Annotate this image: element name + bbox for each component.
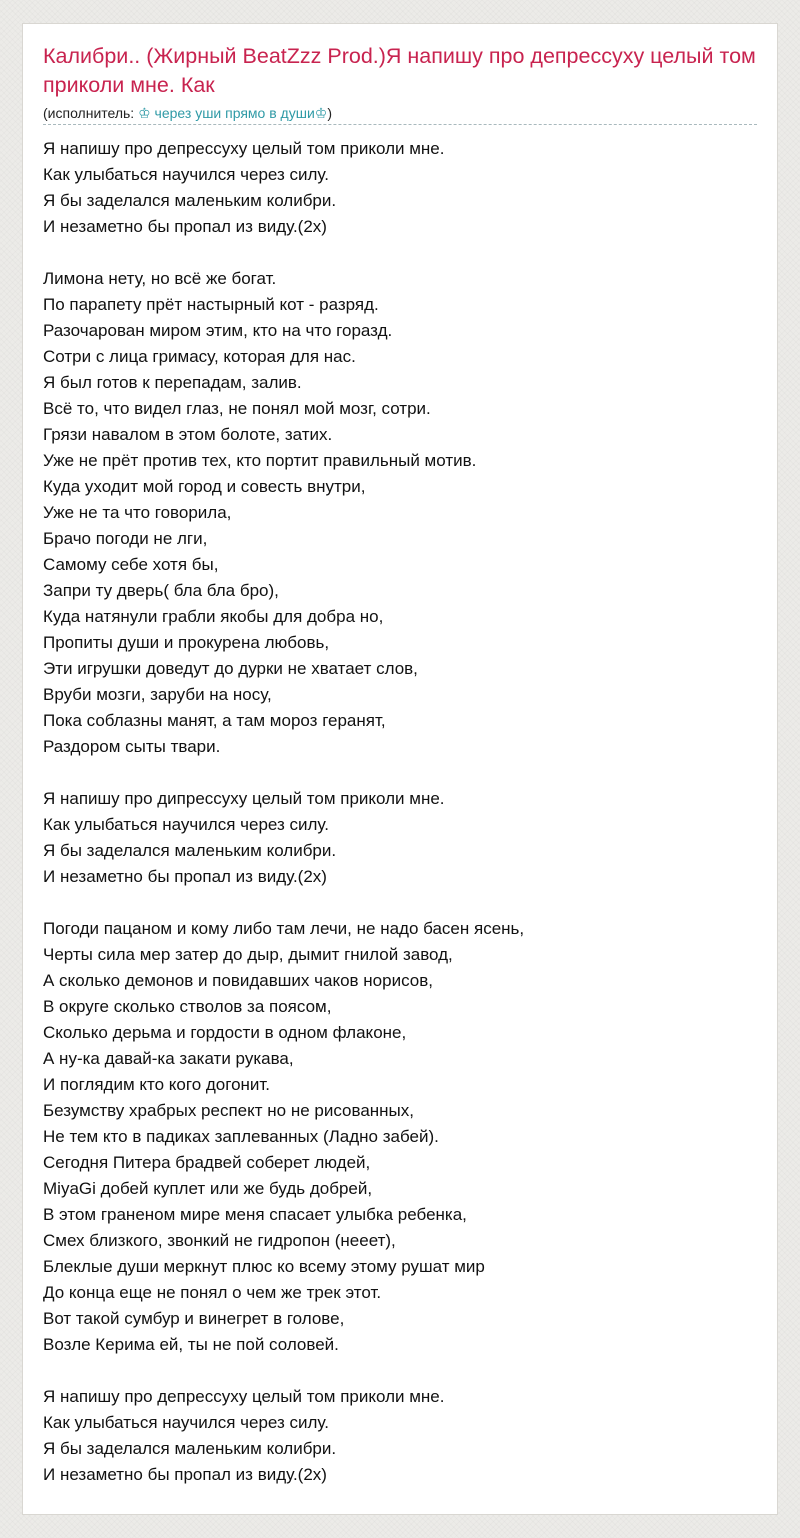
lyric-line: Возле Керима ей, ты не пой соловей. [43, 1335, 339, 1354]
lyric-line: Я напишу про депрессуху целый том приколи мне. [43, 1387, 445, 1406]
lyric-line: Брачо погоди не лги, [43, 529, 208, 548]
lyric-line: А ну-ка давай-ка закати рукава, [43, 1049, 294, 1068]
lyric-line: Вруби мозги, заруби на носу, [43, 685, 272, 704]
lyric-line: Сколько дерьма и гордости в одном флаконе, [43, 1023, 407, 1042]
lyric-line: Сегодня Питера брадвей соберет людей, [43, 1153, 371, 1172]
lyric-line: Я бы заделался маленьким колибри. [43, 1439, 337, 1458]
lyrics-text [43, 136, 763, 1488]
lyric-line: Вот такой сумбур и винегрет в голове, [43, 1309, 345, 1328]
lyric-line: Блеклые души меркнут плюс ко всему этому рушат мир [43, 1257, 485, 1276]
stanza-gap [43, 240, 763, 266]
lyric-line: Всё то, что видел глаз, не понял мой мозг, сотри. [43, 399, 431, 418]
performer-prefix: (исполнитель: [43, 105, 139, 121]
lyric-line: Как улыбаться научился через силу. [43, 1413, 329, 1432]
performer-suffix: ) [327, 105, 332, 121]
lyric-line: И незаметно бы пропал из виду.(2х) [43, 217, 327, 236]
performer-line [43, 104, 332, 122]
stanza [43, 266, 763, 760]
lyric-line: Я бы заделался маленьким колибри. [43, 841, 337, 860]
lyric-line: В этом граненом мире меня спасает улыбка ребенка, [43, 1205, 467, 1224]
lyric-line: MiyaGi добей куплет или же будь добрей, [43, 1179, 373, 1198]
lyric-line: Не тем кто в падиках заплеванных (Ладно забей). [43, 1127, 439, 1146]
stanza-gap [43, 890, 763, 916]
song-title: Калибри.. (Жирный BeatZzz Prod.)Я напишу про депрессуху целый том приколи мне. Как [43, 44, 756, 97]
lyric-line: До конца еще не понял о чем же трек этот. [43, 1283, 382, 1302]
lyric-line: И незаметно бы пропал из виду.(2х) [43, 867, 327, 886]
lyric-line: Погоди пацаном и кому либо там лечи, не надо басен ясень, [43, 919, 525, 938]
lyric-line: Эти игрушки доведут до дурки не хватает слов, [43, 659, 418, 678]
lyric-line: Как улыбаться научился через силу. [43, 165, 329, 184]
lyric-line: Я был готов к перепадам, залив. [43, 373, 302, 392]
lyric-line: Куда уходит мой город и совесть внутри, [43, 477, 366, 496]
lyric-line: Я напишу про дипрессуху целый том приколи мне. [43, 789, 445, 808]
stanza [43, 136, 763, 240]
lyric-line: И поглядим кто кого догонит. [43, 1075, 271, 1094]
lyric-line: И незаметно бы пропал из виду.(2х) [43, 1465, 327, 1484]
lyric-line: Безумству храбрых респект но не рисованных, [43, 1101, 414, 1120]
lyric-line: Смех близкого, звонкий не гидропон (нееет), [43, 1231, 396, 1250]
dashed-divider [43, 124, 757, 125]
stanza [43, 916, 763, 1358]
lyric-line: Запри ту дверь( бла бла бро), [43, 581, 279, 600]
performer-link[interactable]: ♔ через уши прямо в души♔ [138, 105, 328, 121]
lyric-line: Я напишу про депрессуху целый том приколи мне. [43, 139, 445, 158]
lyric-line: Я бы заделался маленьким колибри. [43, 191, 337, 210]
lyric-line: Куда натянули грабли якобы для добра но, [43, 607, 384, 626]
lyrics-card [22, 23, 778, 1515]
stanza-gap [43, 1358, 763, 1384]
stanza [43, 1384, 763, 1488]
lyric-line: В округе сколько стволов за поясом, [43, 997, 332, 1016]
lyric-line: Черты сила мер затер до дыр, дымит гнилой завод, [43, 945, 453, 964]
lyric-line: Уже не прёт против тех, кто портит правильный мотив. [43, 451, 477, 470]
lyric-line: Пропиты души и прокурена любовь, [43, 633, 330, 652]
lyric-line: Разочарован миром этим, кто на что горазд. [43, 321, 393, 340]
lyric-line: Пока соблазны манят, а там мороз геранят, [43, 711, 386, 730]
lyric-line: Раздором сыты твари. [43, 737, 221, 756]
stanza [43, 786, 763, 890]
lyric-line: Сотри с лица гримасу, которая для нас. [43, 347, 356, 366]
stanza-gap [43, 760, 763, 786]
lyric-line: По парапету прёт настырный кот - разряд. [43, 295, 379, 314]
lyric-line: Грязи навалом в этом болоте, затих. [43, 425, 333, 444]
lyric-line: Самому себе хотя бы, [43, 555, 219, 574]
lyric-line: Лимона нету, но всё же богат. [43, 269, 277, 288]
lyric-line: Уже не та что говорила, [43, 503, 232, 522]
lyric-line: Как улыбаться научился через силу. [43, 815, 329, 834]
lyric-line: А сколько демонов и повидавших чаков норисов, [43, 971, 433, 990]
